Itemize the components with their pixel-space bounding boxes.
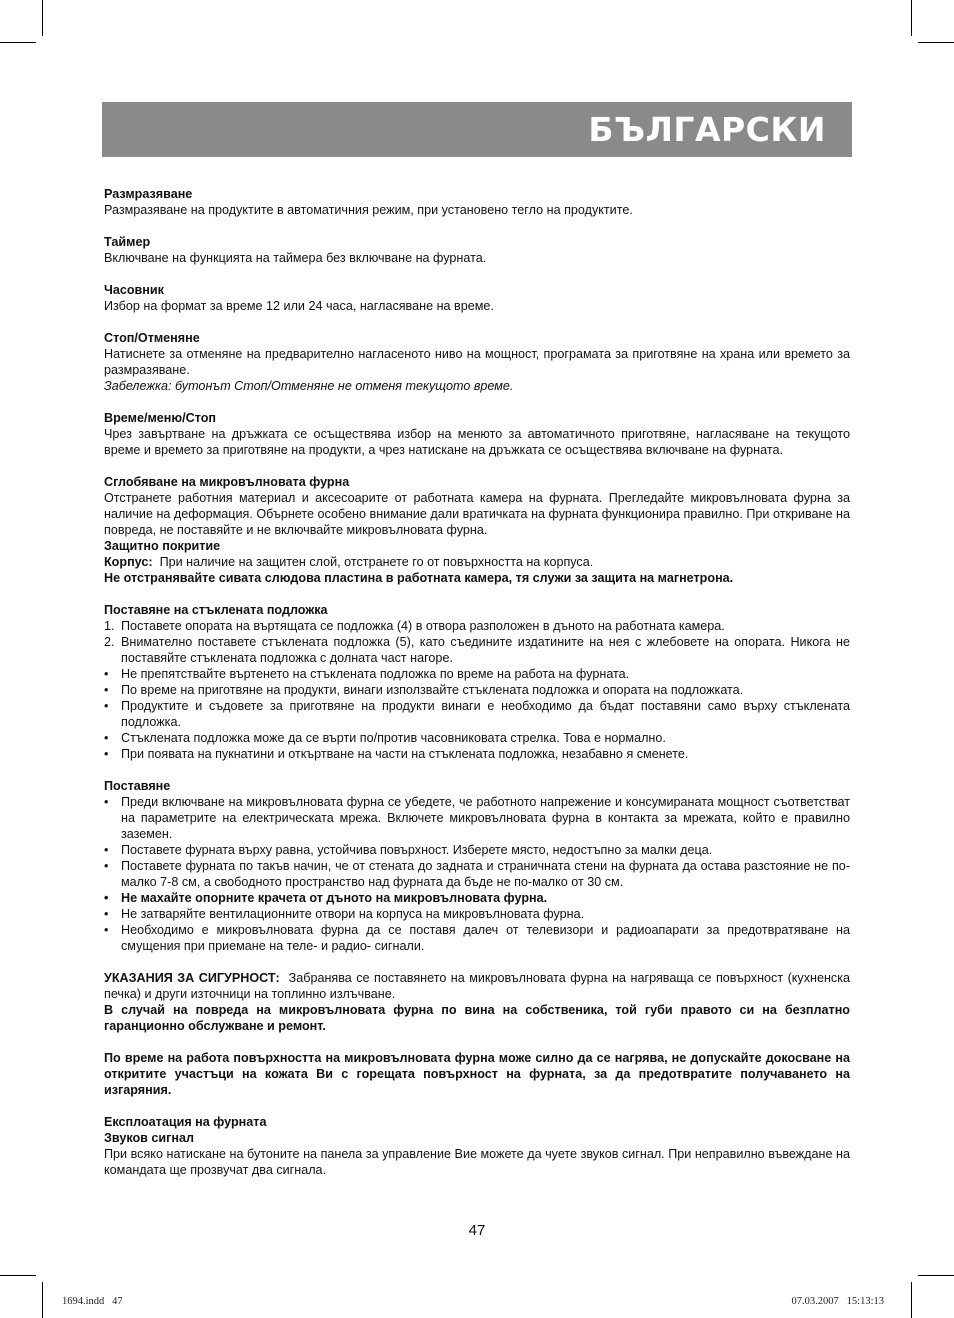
list-marker: • [104,891,109,905]
body-text: При наличие на защитен слой, отстранете го от повърхността на корпуса. [159,555,594,569]
section-text: Избор на формат за време 12 или 24 часа, нагласяване на време. [104,299,494,313]
section-heading: Поставяне [104,779,171,793]
banner-title: БЪЛГАРСКИ [588,110,826,149]
list-marker: • [104,795,109,809]
list-item [104,682,850,698]
page-number: 47 [468,1222,486,1239]
list-item [104,618,850,634]
list-marker: • [104,667,109,681]
crop-mark [0,1275,36,1276]
list-item [104,906,850,922]
section-text: Чрез завъртване на дръжката се осъществява избор на менюто за автоматичното приготвяне, нагласяване на текущото време и времето за приготвяне на продукти, а чрез натискане на дръжката се осъществява включване на фурната. [104,427,850,457]
list-text: Необходимо е микровълновата фурна да се поставя далеч от телевизори и радиоапарати за предотвратяване на смущения при приемане на теле- и радио- сигнали. [121,923,850,953]
list-text: Продуктите и съдовете за приготвяне на продукти винаги е необходимо да бъдат поставяни само върху стъклената подложка. [121,699,850,729]
section-heading: Стоп/Отменяне [104,331,200,345]
list-item [104,634,850,666]
crop-mark [42,0,43,36]
list-text: Внимателно поставете стъклената подложка (5), като съедините издатините на нея с жлебовете на опората. Никога не поставяйте стъклената подложка с долната част нагоре. [121,635,850,665]
list-marker: • [104,923,109,937]
list-item [104,794,850,842]
safety-paragraph [104,970,850,1002]
list-item [104,730,850,746]
list-marker: • [104,747,109,761]
language-banner [102,102,852,157]
list-text: Поставете фурната по такъв начин, че от стената до задната и страничната стени на фурната да остава разстояние не по-малко 7-8 см, а свободното пространство над фурната да бъде не по-малко от 30 см. [121,859,850,889]
list-text: Не махайте опорните крачета от дъното на микровълновата фурна. [121,891,548,905]
section-text: Отстранете работния материал и аксесоарите от работната камера на фурната. Прегледайте микровълновата фурна за наличие на деформация. Обърнете особено внимание дали вратичката на фурната функционира правилно. При откриване на повреда, не поставяйте и не включвайте микровълновата фурна. [104,491,850,537]
section-heading: Време/меню/Стоп [104,411,217,425]
list-marker: 2. [104,635,115,649]
section-heading: Експлоатация на фурната [104,1115,267,1129]
crop-mark [911,0,912,36]
list-marker: • [104,699,109,713]
body-line [104,554,850,570]
list-item [104,858,850,890]
section-text: Натиснете за отменяне на предварително нагласеното ниво на мощност, програмата за приготвяне на храна или времето за размразяване. [104,347,850,377]
list-text: Стъклената подложка може да се върти по/против часовниковата стрелка. Това е нормално. [121,731,666,745]
list-text: Поставете фурната върху равна, устойчива повърхност. Изберете място, недостъпно за малки деца. [121,843,713,857]
safety-text: Забранява се поставянето на микровълновата фурна на нагряваща се повърхност (кухненска печка) и други източници на топлинно излъчване. [104,971,851,1001]
crop-mark [918,42,954,43]
section-note: Забележка: бутонът Стоп/Отменяне не отменя текущото време. [104,379,514,393]
list-text: Не препятствайте въртенето на стъклената подложка по време на работа на фурната. [121,667,630,681]
list-text: При появата на пукнатини и откъртване на части на стъклената подложка, незабавно я сменете. [121,747,689,761]
crop-mark [918,1275,954,1276]
slug-filename: 1694.indd 47 [62,1296,123,1307]
section-heading: Часовник [104,283,164,297]
list-item [104,698,850,730]
list-item [104,746,850,762]
warning-text: Не отстранявайте сивата слюдова пластина в работната камера, тя служи за защита на магнетрона. [104,571,734,585]
list-text: По време на приготвяне на продукти, винаги използвайте стъклената подложка и опората на подложката. [121,683,744,697]
section-heading: Поставяне на стъклената подложка [104,603,328,617]
list-text: Поставете опората на въртящата се подложка (4) в отвора разположен в дъното на работната камера. [121,619,725,633]
crop-mark [0,42,36,43]
list-item [104,666,850,682]
safety-label: УКАЗАНИЯ ЗА СИГУРНОСТ: [104,971,280,985]
list-item [104,922,850,954]
list-marker: • [104,683,109,697]
safety-warning: По време на работа повърхността на микровълновата фурна може силно да се нагрява, не допускайте докосване на откритите участъци на кожата Ви с горещата повърхност на фурната, за да предотвратите получаването на изгаряния. [104,1051,850,1097]
list-marker: 1. [104,619,115,633]
section-text: При всяко натискане на бутоните на панела за управление Вие можете да чуете звуков сигнал. При неправилно въвеждане на командата ще прозвучат два сигнала. [104,1147,850,1177]
list-item [104,890,850,906]
section-text: Включване на функцията на таймера без включване на фурната. [104,251,487,265]
crop-mark [911,1282,912,1318]
section-heading: Размразяване [104,187,193,201]
list-marker: • [104,859,109,873]
list-marker: • [104,843,109,857]
slug-timestamp: 07.03.2007 15:13:13 [791,1296,884,1307]
sub-heading: Защитно покритие [104,539,221,553]
safety-warning: В случай на повреда на микровълновата фурна по вина на собственика, той губи правото си на безплатно гаранционно обслужване и ремонт. [104,1003,850,1033]
body-label: Корпус: [104,555,153,569]
page-content [104,186,850,1178]
list-text: Преди включване на микровълновата фурна се убедете, че работното напрежение и консумираната мощност съответстват на параметрите на електрическата мрежа. Включете микровълновата фурна в контакта за мрежата, който е правилно заземен. [121,795,850,841]
list-marker: • [104,731,109,745]
section-heading: Сглобяване на микровълновата фурна [104,475,350,489]
list-text: Не затваряйте вентилационните отвори на корпуса на микровълновата фурна. [121,907,585,921]
section-heading: Таймер [104,235,151,249]
crop-mark [42,1282,43,1318]
list-marker: • [104,907,109,921]
section-text: Размразяване на продуктите в автоматичния режим, при установено тегло на продуктите. [104,203,633,217]
sub-heading: Звуков сигнал [104,1131,194,1145]
list-item [104,842,850,858]
